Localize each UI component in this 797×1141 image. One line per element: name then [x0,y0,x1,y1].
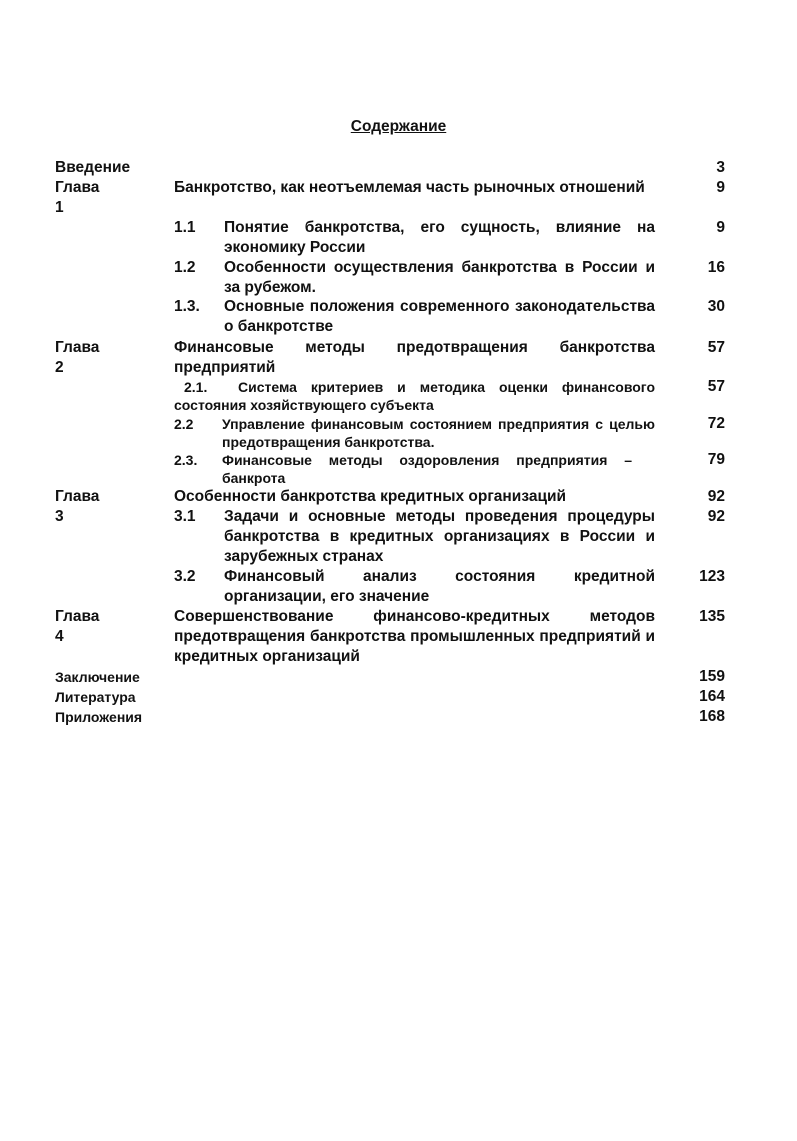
toc-page-number: 168 [699,708,725,725]
toc-title: Управление финансовым состоянием предприятия с целью предотвращения банкротства. [222,416,655,450]
toc-section-number: 2.1. [184,379,208,395]
toc-label: Глава 4 [55,608,100,645]
toc-title: Банкротство, как неотъемлемая часть рыночных отношений [174,179,645,196]
toc-title: Система критериев и методика оценки финансового состояния хозяйствующего субъекта [174,379,655,413]
toc-label: Заключение [55,669,140,685]
toc-label: Глава 3 [55,488,100,525]
toc-page-number: 9 [716,179,725,196]
toc-page-number: 57 [707,378,725,395]
toc-title: Финансовый анализ состояния кредитной организации, его значение [224,568,655,605]
toc-page-number: 92 [707,488,725,505]
toc-section-number: 1.2 [174,259,196,276]
toc-title: Особенности осуществления банкротства в России и за рубежом. [224,259,655,296]
toc-page-number: 9 [716,219,725,236]
toc-title: Особенности банкротства кредитных организаций [174,488,567,505]
toc-page-number: 135 [699,608,725,625]
toc-title: Понятие банкротства, его сущность, влияние на экономику России [224,219,655,256]
toc-page-number: 164 [699,688,725,705]
toc-page-number: 30 [707,298,725,315]
toc-label: Глава 1 [55,179,100,216]
toc-title: Совершенствование финансово-кредитных методов предотвращения банкротства промышленных предприятий и кредитных организаций [174,608,655,665]
toc-page-number: 92 [707,508,725,525]
toc-page-number: 79 [707,451,725,468]
toc-page-number: 16 [707,259,725,276]
toc-page-number: 159 [699,668,725,685]
toc-section-number: 1.3. [174,298,200,315]
toc-page-number: 3 [716,159,725,176]
toc-page-number: 57 [707,339,725,356]
toc-title: Основные положения современного законодательства о банкротстве [224,298,655,335]
toc-title: Финансовые методы оздоровления предприятия – банкрота [222,452,632,486]
toc-label: Литература [55,689,136,705]
toc-section-number: 2.3. [174,452,198,468]
toc-section-number: 3.2 [174,568,196,585]
page-title: Содержание [350,118,447,135]
toc-title: Финансовые методы предотвращения банкротства предприятий [174,339,655,376]
toc-section-number: 3.1 [174,508,196,525]
toc-label: Введение [55,159,131,176]
toc-label: Приложения [55,709,143,725]
toc-page-number: 123 [699,568,725,585]
toc-section-number: 2.2 [174,416,194,432]
toc-title: Задачи и основные методы проведения процедуры банкротства в кредитных организациях в России и зарубежных странах [224,508,655,565]
toc-label: Глава 2 [55,339,100,376]
toc-section-number: 1.1 [174,219,196,236]
toc-page-number: 72 [707,415,725,432]
